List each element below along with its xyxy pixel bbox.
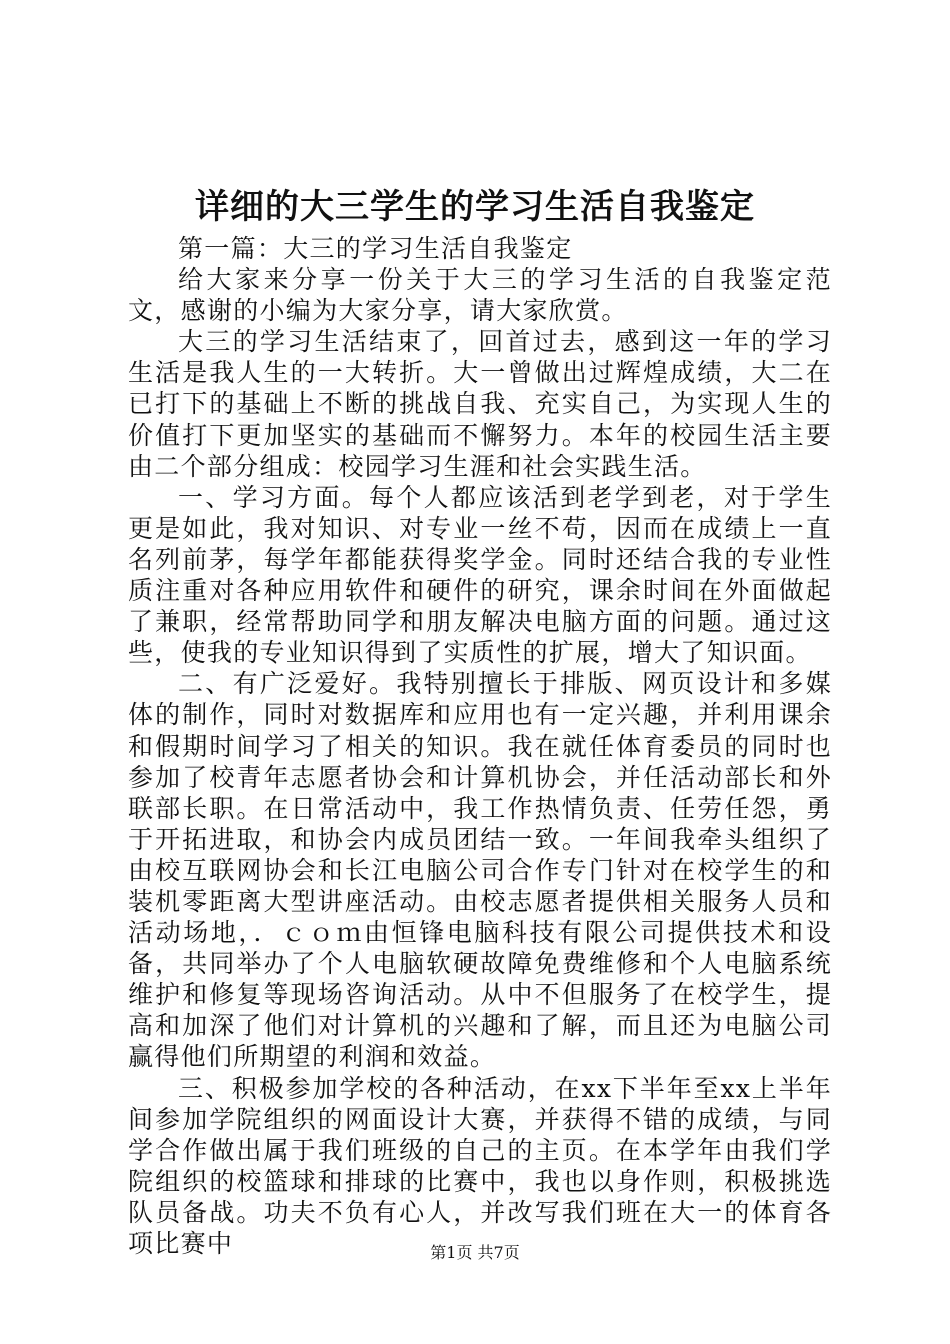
document-body [128,233,832,1259]
page-footer: 第1页 共7页 [430,1243,520,1262]
paragraph-activities: 三、积极参加学校的各种活动，在xx下半年至xx上半年间参加学院组织的网面设计大赛，并获得不错的成绩，与同学合作做出属于我们班级的自己的主页。在本学年由我们学院组织的校篮球和排球的比赛中，我也以身作则，积极挑选队员备战。功夫不负有心人，并改写我们班在大一的体育各项比赛中 [128,1073,832,1258]
paragraph-overview: 大三的学习生活结束了，回首过去，感到这一年的学习生活是我人生的一大转折。大一曾做出过辉煌成绩，大二在已打下的基础上不断的挑战自我、充实自己，为实现人生的价值打下更加坚实的基础而不懈努力。本年的校园生活主要由二个部分组成：校园学习生涯和社会实践生活。 [128,327,832,481]
document-title: 详细的大三学生的学习生活自我鉴定 [195,187,755,227]
paragraph-hobbies: 二、有广泛爱好。我特别擅长于排版、网页设计和多媒体的制作，同时对数据库和应用也有一定兴趣，并利用课余和假期时间学习了相关的知识。我在就任体育委员的同时也参加了校青年志愿者协会和计算机协会，并任活动部长和外联部长职。在日常活动中，我工作热情负责、任劳任怨，勇于开拓进取，和协会内成员团结一致。一年间我牵头组织了由校互联网协会和长江电脑公司合作专门针对在校学生的和装机零距离大型讲座活动。由校志愿者提供相关服务人员和活动场地，．ｃｏｍ由恒锋电脑科技有限公司提供技术和设备，共同举办了个人电脑软硬故障免费维修和个人电脑系统维护和修复等现场咨询活动。从中不但服务了在校学生，提高和加深了他们对计算机的兴趣和了解，而且还为电脑公司赢得他们所期望的利润和效益。 [128,669,832,1072]
paragraph-intro: 给大家来分享一份关于大三的学习生活的自我鉴定范文，感谢的小编为大家分享，请大家欣赏。 [128,265,832,326]
section-heading: 第一篇：大三的学习生活自我鉴定 [178,234,573,263]
paragraph-study: 一、学习方面。每个人都应该活到老学到老，对于学生更是如此，我对知识、对专业一丝不苟，因而在成绩上一直名列前茅，每学年都能获得奖学金。同时还结合我的专业性质注重对各种应用软件和硬件的研究，课余时间在外面做起了兼职，经常帮助同学和朋友解决电脑方面的问题。通过这些，使我的专业知识得到了实质性的扩展，增大了知识面。 [128,482,832,668]
